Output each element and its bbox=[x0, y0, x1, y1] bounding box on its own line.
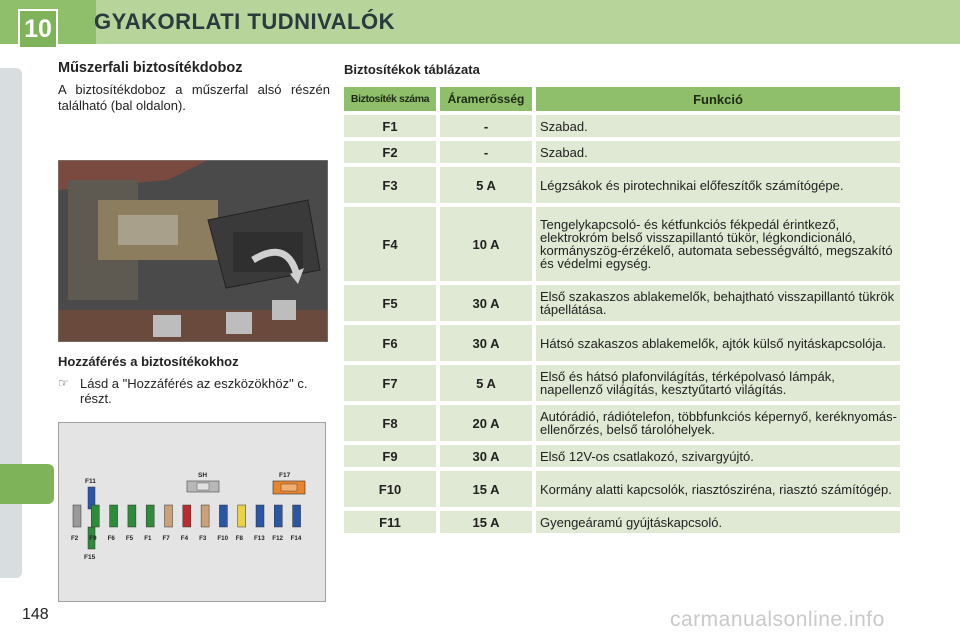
label-f2: F2 bbox=[71, 535, 79, 542]
function-cell: Tengelykapcsoló- és kétfunkciós fékpedál érintkező, elektrokróm belső visszapillantó tükör, légkondicionáló, kormányszög-érzékelő, automata sebességváltó, megszakító és védelmi egység. bbox=[536, 207, 900, 281]
label-f15: F15 bbox=[84, 554, 96, 561]
fuse-f12 bbox=[274, 505, 282, 527]
table-row bbox=[344, 365, 904, 401]
table-row bbox=[344, 445, 904, 467]
dashboard-photo-illustration bbox=[58, 160, 328, 342]
fuse-f6 bbox=[110, 505, 118, 527]
current-cell: 15 A bbox=[440, 471, 532, 507]
table-row bbox=[344, 471, 904, 507]
fuse-f14 bbox=[293, 505, 301, 527]
fuse-f9 bbox=[91, 505, 99, 527]
fuse-number-cell: F3 bbox=[344, 167, 436, 203]
fuse-number-cell: F5 bbox=[344, 285, 436, 321]
label-f17: F17 bbox=[279, 472, 291, 479]
function-cell: Első és hátsó plafonvilágítás, térképolvasó lámpák, napellenző világítás, kesztyűtartó világítás. bbox=[536, 365, 900, 401]
chapter-badge: 10 bbox=[18, 9, 58, 49]
function-cell: Gyengeáramú gyújtáskapcsoló. bbox=[536, 511, 900, 533]
fuse-layout-illustration bbox=[59, 423, 325, 601]
function-cell: Első 12V-os csatlakozó, szivargyújtó. bbox=[536, 445, 900, 467]
table-header-row bbox=[344, 87, 904, 111]
fuse-table bbox=[344, 87, 904, 537]
header-function: Funkció bbox=[536, 87, 900, 111]
fuse-number-cell: F11 bbox=[344, 511, 436, 533]
label-f4: F4 bbox=[180, 535, 189, 542]
fuse-f8 bbox=[238, 505, 246, 527]
fuse-number-cell: F1 bbox=[344, 115, 436, 137]
current-cell: 10 A bbox=[440, 207, 532, 281]
fuse-box-diagram bbox=[58, 422, 326, 602]
header-current: Áramerősség bbox=[440, 87, 532, 111]
dashboard-fuse-photo bbox=[58, 160, 328, 342]
table-body bbox=[344, 115, 904, 533]
table-title: Biztosítékok táblázata bbox=[344, 62, 480, 77]
current-cell: 5 A bbox=[440, 167, 532, 203]
fuse-f2 bbox=[73, 505, 81, 527]
fuse-f7 bbox=[165, 505, 173, 527]
table-row bbox=[344, 167, 904, 203]
label-f5: F5 bbox=[125, 535, 134, 542]
pointing-hand-icon: ☞ bbox=[58, 376, 69, 390]
label-f12: F12 bbox=[272, 535, 283, 542]
current-cell: 30 A bbox=[440, 445, 532, 467]
label-f7: F7 bbox=[162, 535, 170, 542]
function-cell: Autórádió, rádiótelefon, többfunkciós képernyő, keréknyomás-ellenőrzés, belső tárolóhelyek. bbox=[536, 405, 900, 441]
function-cell: Hátsó szakaszos ablakemelők, ajtók külső nyitáskapcsolója. bbox=[536, 325, 900, 361]
table-row bbox=[344, 141, 904, 163]
access-reference bbox=[58, 376, 330, 406]
fuse-f5 bbox=[128, 505, 136, 527]
fuse-number-cell: F4 bbox=[344, 207, 436, 281]
current-cell: 15 A bbox=[440, 511, 532, 533]
section-heading: Műszerfali biztosítékdoboz bbox=[58, 60, 243, 76]
current-cell: 20 A bbox=[440, 405, 532, 441]
page-title: GYAKORLATI TUDNIVALÓK bbox=[94, 9, 395, 34]
label-f10: F10 bbox=[217, 535, 229, 542]
fuse-number-cell: F6 bbox=[344, 325, 436, 361]
fuse-f13 bbox=[256, 505, 264, 527]
table-row bbox=[344, 325, 904, 361]
label-f6: F6 bbox=[107, 535, 115, 542]
page-number: 148 bbox=[22, 606, 49, 623]
fuse-f10 bbox=[219, 505, 227, 527]
fuse-number-cell: F8 bbox=[344, 405, 436, 441]
label-f9: F9 bbox=[89, 535, 97, 542]
function-cell: Kormány alatti kapcsolók, riasztósziréna, riasztó számítógép. bbox=[536, 471, 900, 507]
fuse-f1 bbox=[146, 505, 154, 527]
table-row bbox=[344, 405, 904, 441]
fuse-number-cell: F7 bbox=[344, 365, 436, 401]
current-cell: 30 A bbox=[440, 285, 532, 321]
left-column bbox=[58, 60, 330, 113]
function-cell: Első szakaszos ablakemelők, behajtható visszapillantó tükrök tápellátása. bbox=[536, 285, 900, 321]
fuse-number-cell: F10 bbox=[344, 471, 436, 507]
table-row bbox=[344, 285, 904, 321]
function-cell: Szabad. bbox=[536, 141, 900, 163]
access-reference-text: Lásd a "Hozzáférés az eszközökhöz" c. részt. bbox=[80, 376, 308, 406]
current-cell: 30 A bbox=[440, 325, 532, 361]
watermark: carmanualsonline.info bbox=[670, 608, 885, 631]
current-cell: - bbox=[440, 141, 532, 163]
header-fuse-number: Biztosíték száma bbox=[344, 87, 436, 111]
chapter-side-tab[interactable] bbox=[0, 464, 54, 504]
label-f14: F14 bbox=[290, 535, 302, 542]
label-f11: F11 bbox=[85, 478, 96, 485]
fuse-f3 bbox=[201, 505, 209, 527]
fuse-number-cell: F9 bbox=[344, 445, 436, 467]
fuse-f4 bbox=[183, 505, 191, 527]
label-sh: SH bbox=[198, 472, 208, 479]
table-row bbox=[344, 207, 904, 281]
label-f3: F3 bbox=[199, 535, 207, 542]
location-text: A biztosítékdoboz a műszerfal alsó részén található (bal oldalon). bbox=[58, 82, 330, 113]
table-row bbox=[344, 115, 904, 137]
current-cell: - bbox=[440, 115, 532, 137]
label-f8: F8 bbox=[235, 535, 243, 542]
table-row bbox=[344, 511, 904, 533]
label-f13: F13 bbox=[254, 535, 265, 542]
current-cell: 5 A bbox=[440, 365, 532, 401]
function-cell: Szabad. bbox=[536, 115, 900, 137]
access-heading: Hozzáférés a biztosítékokhoz bbox=[58, 354, 239, 369]
label-f1: F1 bbox=[144, 535, 152, 542]
function-cell: Légzsákok és pirotechnikai előfeszítők számítógépe. bbox=[536, 167, 900, 203]
fuse-number-cell: F2 bbox=[344, 141, 436, 163]
